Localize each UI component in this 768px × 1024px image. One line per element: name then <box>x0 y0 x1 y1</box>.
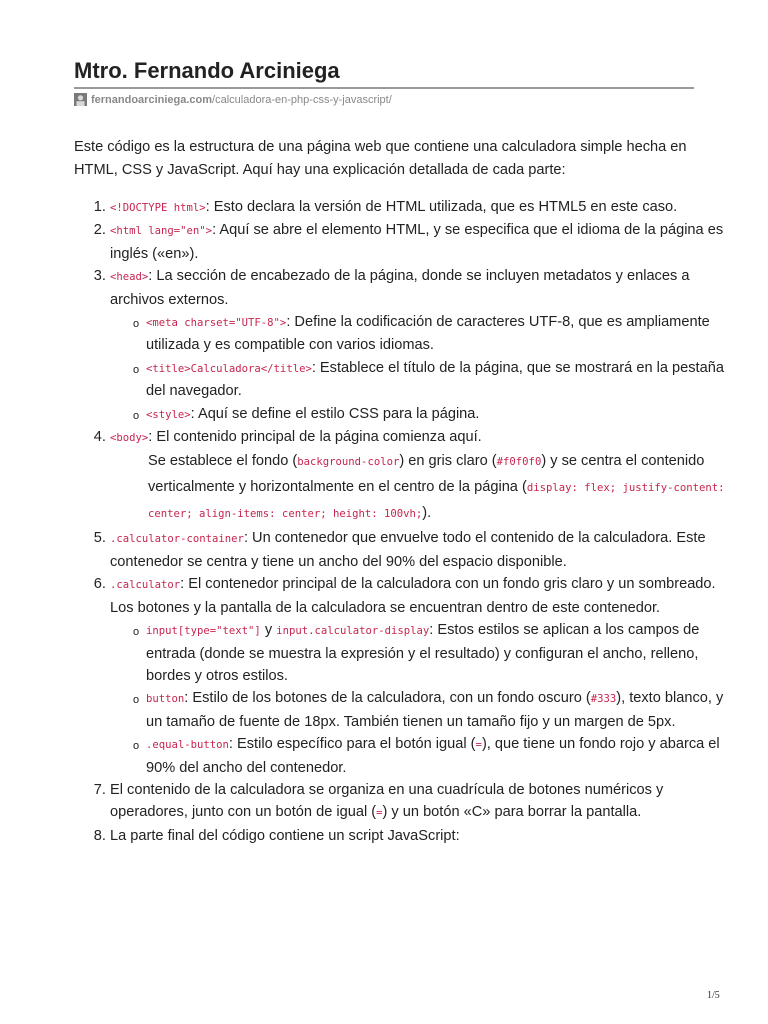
title-divider <box>74 87 694 89</box>
item-text: y <box>260 622 277 639</box>
item-text: El contenido de la calculadora se organiza en una cuadrícula de botones numéricos y operadores, junto con un botón de igual ( <box>110 781 664 821</box>
inline-code: <meta charset="UTF-8"> <box>146 317 287 330</box>
author-avatar-icon <box>74 93 87 106</box>
item-text: : Define la codificación de caracteres UTF-8, que es ampliamente utilizada y es compatible con varios idiomas. <box>146 314 710 354</box>
para-text: Se establece el fondo ( <box>148 453 298 470</box>
source-path: /calculadora-en-php-css-y-javascript/ <box>212 93 392 106</box>
list-item <box>110 196 730 219</box>
item-text: : Esto declara la versión de HTML utilizada, que es HTML5 en este caso. <box>205 199 678 215</box>
list-item <box>110 219 730 265</box>
sub-list-item <box>146 403 730 426</box>
item-text: : Aquí se define el estilo CSS para la página. <box>190 405 480 422</box>
item-text: : El contenido principal de la página comienza aquí. <box>148 429 482 446</box>
list-item <box>110 825 730 847</box>
inline-code: = <box>376 807 383 820</box>
item-text: : Un contenedor que envuelve todo el contenido de la calculadora. Este contenedor se centra y tiene un ancho del 90% del espacio disponible. <box>110 530 706 570</box>
list-item <box>110 426 730 527</box>
inline-code: button <box>146 693 185 706</box>
page-number: 1/5 <box>707 990 720 1001</box>
item-text: ) y un botón «C» para borrar la pantalla. <box>382 804 642 821</box>
item-text: ), texto blanco, y un tamaño de fuente de 18px. También tienen un tamaño fijo y un margen de 5px. <box>146 690 724 730</box>
sub-list-item <box>146 687 730 733</box>
inline-code: .calculator <box>110 579 181 592</box>
para-text: ) en gris claro ( <box>399 453 497 470</box>
sub-list <box>110 311 730 426</box>
list-item <box>110 779 730 825</box>
sub-list-item <box>146 311 730 357</box>
sub-list-item <box>146 619 730 687</box>
item-text: : Aquí se abre el elemento HTML, y se especifica que el idioma de la página es inglés («en»). <box>110 222 724 262</box>
inline-code: display: flex; justify-content: center; align-items: center; height: 100vh; <box>148 482 725 521</box>
explanation-list <box>74 196 730 847</box>
inline-code: <body> <box>110 432 149 445</box>
sub-list-item <box>146 733 730 779</box>
item-text: : El contenedor principal de la calculadora con un fondo gris claro y un sombreado. Los botones y la pantalla de la calculadora se encuentran dentro de este contenedor. <box>110 576 716 616</box>
list-item <box>110 527 730 573</box>
item-text: La parte final del código contiene un script JavaScript: <box>110 827 460 844</box>
inline-code: <title>Calculadora</title> <box>146 362 312 375</box>
inline-code: <html lang="en"> <box>110 225 213 238</box>
item-text: : Estilo específico para el botón igual ( <box>228 736 476 753</box>
item-text: : Estos estilos se aplican a los campos de entrada (donde se muestra la expresión y el resultado) y configuran el ancho, relleno, bordes y otros estilos. <box>146 622 700 684</box>
source-url[interactable] <box>74 93 392 106</box>
item-text: ), que tiene un fondo rojo y abarca el 90% del ancho del contenedor. <box>146 736 720 776</box>
body-style-paragraph <box>72 449 730 527</box>
inline-code: input[type="text"] <box>146 625 261 638</box>
para-text: ) y se centra el contenido verticalmente y horizontalmente en el centro de la página ( <box>148 453 705 496</box>
page-title: Mtro. Fernando Arciniega <box>74 58 340 83</box>
inline-code: .calculator-container <box>110 533 244 546</box>
inline-code: #f0f0f0 <box>496 456 542 469</box>
inline-code: <head> <box>110 271 149 284</box>
inline-code: background-color <box>297 456 400 469</box>
sub-list-item <box>146 357 730 403</box>
inline-code: = <box>475 739 482 752</box>
inline-code: <style> <box>146 408 191 421</box>
item-text: : La sección de encabezado de la página, donde se incluyen metadatos y enlaces a archivos externos. <box>110 268 690 308</box>
inline-code: .equal-button <box>146 739 229 752</box>
source-domain: fernandoarciniega.com <box>91 93 213 106</box>
para-text: ). <box>422 505 432 522</box>
item-text: : Establece el título de la página, que se mostrará en la pestaña del navegador. <box>146 359 724 400</box>
intro-paragraph: Este código es la estructura de una página web que contiene una calculadora simple hecha en HTML, CSS y JavaScript. Aquí hay una explicación detallada de cada parte: <box>74 139 687 178</box>
sub-list <box>110 619 730 779</box>
list-item <box>110 265 730 426</box>
inline-code: <!DOCTYPE html> <box>110 202 206 214</box>
inline-code: input.calculator-display <box>276 625 430 638</box>
list-item <box>110 573 730 779</box>
item-text: : Estilo de los botones de la calculadora, con un fondo oscuro ( <box>184 690 591 707</box>
inline-code: #333 <box>590 693 617 706</box>
